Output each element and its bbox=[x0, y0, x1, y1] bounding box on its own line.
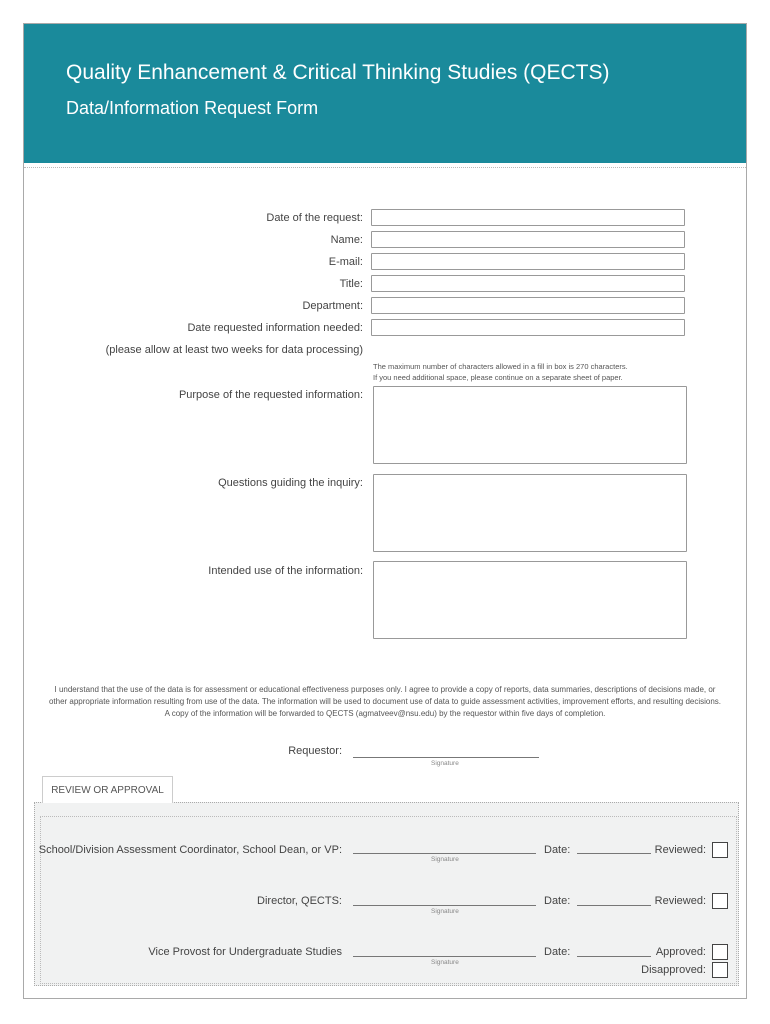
date-of-request-label: Date of the request: bbox=[266, 212, 363, 224]
coordinator-signature-line[interactable] bbox=[353, 853, 536, 854]
director-status-label: Reviewed: bbox=[654, 895, 706, 907]
vice-provost-signature-caption: Signature bbox=[431, 959, 459, 966]
name-label: Name: bbox=[330, 234, 363, 246]
director-signature-line[interactable] bbox=[353, 905, 536, 906]
email-input[interactable] bbox=[371, 253, 685, 270]
date-of-request-input[interactable] bbox=[371, 209, 685, 226]
purpose-label: Purpose of the requested information: bbox=[178, 389, 363, 401]
review-role-director: Director, QECTS: bbox=[257, 895, 342, 907]
max-chars-note: The maximum number of characters allowed in a fill in box is 270 characters. bbox=[373, 362, 628, 371]
vice-provost-approved-label: Approved: bbox=[655, 946, 706, 958]
additional-space-note: If you need additional space, please continue on a separate sheet of paper. bbox=[373, 373, 623, 382]
form-header bbox=[24, 24, 746, 163]
email-label: E-mail: bbox=[328, 256, 363, 268]
consent-line-1: I understand that the use of the data is for assessment or educational effectiveness purposes only. I agree to provide a copy of reports, data summaries, descriptions of decisions made, or bbox=[54, 685, 716, 694]
requestor-signature-line[interactable] bbox=[353, 757, 539, 758]
intended-use-textarea[interactable] bbox=[373, 561, 687, 639]
vice-provost-date-line[interactable] bbox=[577, 956, 651, 957]
purpose-textarea[interactable] bbox=[373, 386, 687, 464]
title-label: Title: bbox=[339, 278, 363, 290]
vice-provost-approved-checkbox[interactable] bbox=[712, 944, 728, 960]
form-subtitle: Data/Information Request Form bbox=[66, 98, 319, 118]
date-needed-input[interactable] bbox=[371, 319, 685, 336]
coordinator-signature-caption: Signature bbox=[431, 856, 459, 863]
coordinator-status-label: Reviewed: bbox=[654, 844, 706, 856]
coordinator-date-line[interactable] bbox=[577, 853, 651, 854]
title-input[interactable] bbox=[371, 275, 685, 292]
review-role-vice-provost: Vice Provost for Undergraduate Studies bbox=[148, 946, 342, 958]
consent-line-2: other appropriate information resulting from use of the data. The information will be used to document use of data to guide assessment activities, improvement efforts, and resulting decisions. bbox=[48, 697, 722, 706]
vice-provost-signature-line[interactable] bbox=[353, 956, 536, 957]
director-reviewed-checkbox[interactable] bbox=[712, 893, 728, 909]
header-divider bbox=[24, 167, 746, 168]
review-inner-border bbox=[40, 816, 737, 984]
form-title: Quality Enhancement & Critical Thinking Studies (QECTS) bbox=[66, 61, 610, 84]
review-role-coordinator: School/Division Assessment Coordinator, School Dean, or VP: bbox=[38, 844, 342, 856]
name-input[interactable] bbox=[371, 231, 685, 248]
vice-provost-disapproved-checkbox[interactable] bbox=[712, 962, 728, 978]
vice-provost-disapproved-label: Disapproved: bbox=[641, 964, 706, 976]
director-date-label: Date: bbox=[544, 895, 571, 907]
requestor-signature-caption: Signature bbox=[431, 760, 459, 767]
intended-use-label: Intended use of the information: bbox=[208, 565, 363, 577]
vice-provost-date-label: Date: bbox=[544, 946, 571, 958]
director-date-line[interactable] bbox=[577, 905, 651, 906]
consent-text bbox=[30, 684, 740, 720]
requestor-label: Requestor: bbox=[288, 745, 342, 757]
coordinator-reviewed-checkbox[interactable] bbox=[712, 842, 728, 858]
date-needed-note: (please allow at least two weeks for data processing) bbox=[105, 344, 363, 356]
review-tab: REVIEW OR APPROVAL bbox=[42, 776, 173, 803]
department-input[interactable] bbox=[371, 297, 685, 314]
consent-line-3: A copy of the information will be forwarded to QECTS (agmatveev@nsu.edu) by the requestor within five days of completion. bbox=[164, 709, 606, 718]
questions-textarea[interactable] bbox=[373, 474, 687, 552]
date-needed-label: Date requested information needed: bbox=[187, 322, 363, 334]
questions-label: Questions guiding the inquiry: bbox=[218, 477, 363, 489]
director-signature-caption: Signature bbox=[431, 908, 459, 915]
coordinator-date-label: Date: bbox=[544, 844, 571, 856]
department-label: Department: bbox=[302, 300, 363, 312]
